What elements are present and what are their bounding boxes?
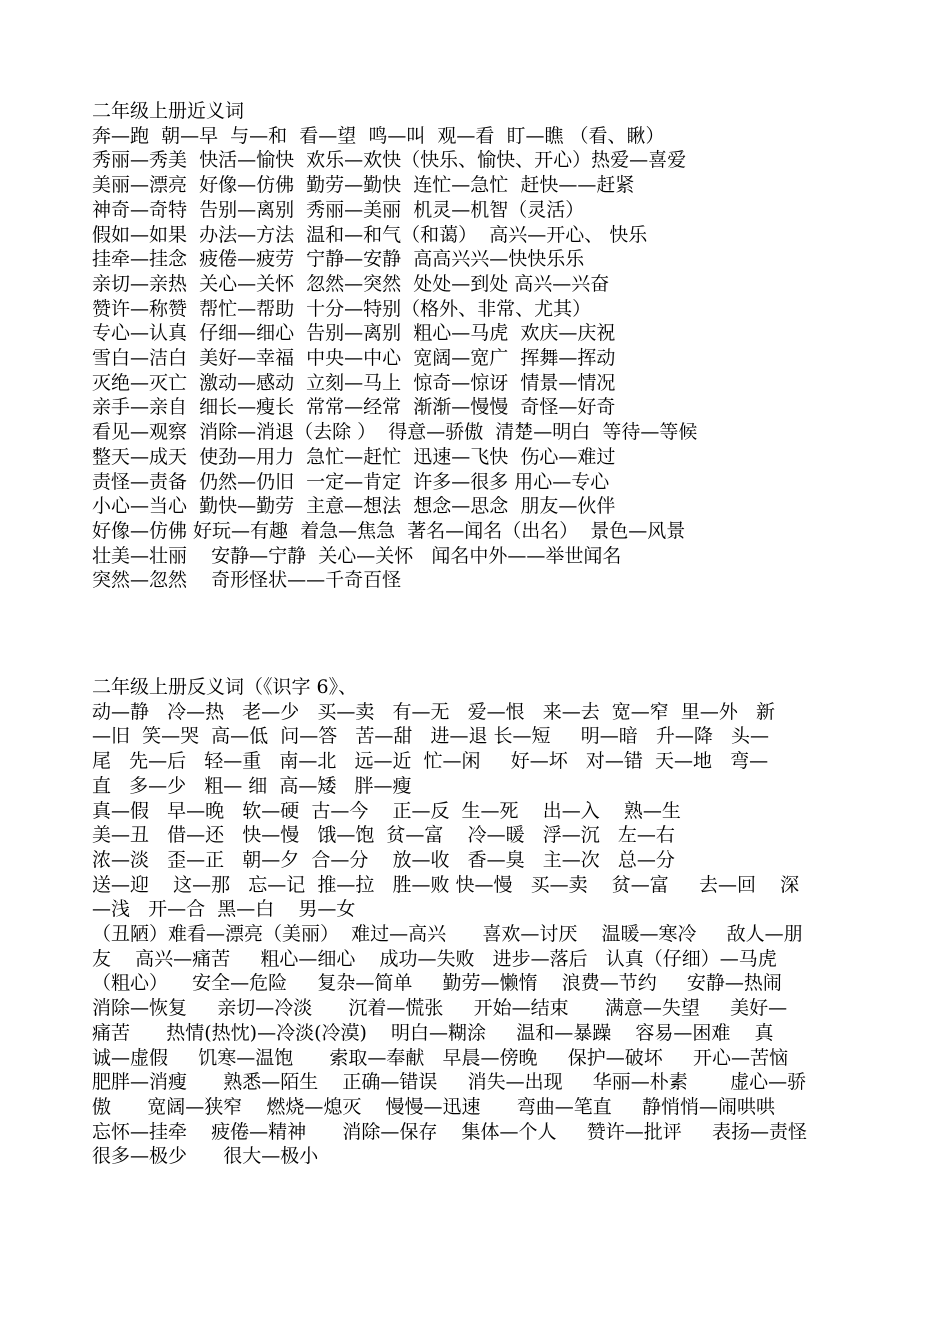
synonym-line: 亲手—亲自 细长—瘦长 常常—经常 渐渐—慢慢 奇怪—好奇	[92, 396, 616, 419]
antonym-line: —旧 笑—哭 高—低 问—答 苦—甜 进—退 长—短 明—暗 升—降 头—	[92, 725, 769, 748]
antonym-line: 肥胖—消瘦 熟悉—陌生 正确—错误 消失—出现 华丽—朴素 虚心—骄	[92, 1071, 807, 1094]
synonym-line: 壮美—壮丽 安静—宁静 关心—关怀 闻名中外——举世闻名	[92, 544, 622, 567]
synonym-line: 亲切—亲热 关心—关怀 忽然—突然 处处—到处 高兴—兴奋	[92, 272, 610, 295]
synonyms-title: 二年级上册近义词	[92, 100, 245, 122]
synonym-line: 专心—认真 仔细—细心 告别—离别 粗心—马虎 欢庆—庆祝	[92, 322, 616, 345]
antonyms-section	[92, 675, 862, 1169]
antonym-line: 痛苦 热情(热忱)—冷淡(冷漠) 明白—糊涂 温和—暴躁 容易—困难 真	[92, 1021, 774, 1044]
antonym-line: 浓—淡 歪—正 朝—夕 合—分 放—收 香—臭 主—次 总—分	[92, 848, 675, 871]
antonym-line: 尾 先—后 轻—重 南—北 远—近 忙—闲 好—坏 对—错 天—地 弯—	[92, 750, 769, 773]
antonyms-list	[92, 700, 862, 1169]
antonym-line: 很多—极少 很大—极小	[92, 1145, 319, 1168]
antonym-line: 消除—恢复 亲切—冷淡 沉着—慌张 开始—结束 满意—失望 美好—	[92, 997, 788, 1020]
synonym-line: 奔—跑 朝—早 与—和 看—望 鸣—叫 观—看 盯—瞧 （看、瞅）	[92, 124, 665, 147]
antonym-line: 美—丑 借—还 快—慢 饿—饱 贫—富 冷—暖 浮—沉 左—右	[92, 824, 675, 847]
antonym-line: 送—迎 这—那 忘—记 推—拉 胜—败 快—慢 买—卖 贫—富 去—回 深	[92, 873, 800, 896]
synonym-line: 赞许—称赞 帮忙—帮助 十分—特别（格外、非常、尤其）	[92, 297, 592, 320]
synonym-line: 灭绝—灭亡 激动—感动 立刻—马上 惊奇—惊讶 情景—情况	[92, 371, 616, 394]
synonym-line: 好像—仿佛 好玩—有趣 着急—焦急 著名—闻名（出名） 景色—风景	[92, 519, 686, 542]
synonym-line: 假如—如果 办法—方法 温和—和气（和蔼） 高兴—开心、 快乐	[92, 223, 648, 246]
antonym-line: 直 多—少 粗— 细 高—矮 胖—瘦	[92, 774, 412, 797]
synonyms-list	[92, 124, 862, 593]
antonym-line: —浅 开—合 黑—白 男—女	[92, 898, 356, 921]
antonym-line: 动—静 冷—热 老—少 买—卖 有—无 爱—恨 来—去 宽—窄 里—外 新	[92, 700, 775, 723]
antonym-line: 真—假 早—晚 软—硬 古—今 正—反 生—死 出—入 熟—生	[92, 799, 681, 822]
synonym-line: 整天—成天 使劲—用力 急忙—赶忙 迅速—飞快 伤心—难过	[92, 445, 616, 468]
antonym-line: （粗心） 安全—危险 复杂—简单 勤劳—懒惰 浪费—节约 安静—热闹	[92, 972, 782, 995]
antonym-line: 友 高兴—痛苦 粗心—细心 成功—失败 进步—落后 认真（仔细）—马虎	[92, 947, 777, 970]
synonym-line: 秀丽—秀美 快活—愉快 欢乐—欢快（快乐、愉快、开心）热爱—喜爱	[92, 149, 687, 172]
synonym-line: 小心—当心 勤快—勤劳 主意—想法 想念—思念 朋友—伙伴	[92, 495, 616, 518]
antonym-line: （丑陋）难看—漂亮（美丽） 难过—高兴 喜欢—讨厌 温暖—寒冷 敌人—朋	[92, 923, 803, 946]
antonym-line: 傲 宽阔—狭窄 燃烧—熄灭 慢慢—迅速 弯曲—笔直 静悄悄—闹哄哄	[92, 1095, 775, 1118]
synonym-line: 看见—观察 消除—消退（去除 ） 得意—骄傲 清楚—明白 等待—等候	[92, 421, 698, 444]
synonym-line: 雪白—洁白 美好—幸福 中央—中心 宽阔—宽广 挥舞—挥动	[92, 347, 616, 370]
synonyms-section	[92, 99, 862, 593]
synonym-line: 突然—忽然 奇形怪状——千奇百怪	[92, 569, 402, 592]
antonym-line: 诚—虚假 饥寒—温饱 索取—奉献 早晨—傍晚 保护—破坏 开心—苦恼	[92, 1046, 788, 1069]
synonym-line: 责怪—责备 仍然—仍旧 一定—肯定 许多—很多 用心—专心	[92, 470, 610, 493]
synonym-line: 神奇—奇特 告别—离别 秀丽—美丽 机灵—机智（灵活）	[92, 198, 585, 221]
antonym-line: 忘怀—挂牵 疲倦—精神 消除—保存 集体—个人 赞许—批评 表扬—责怪	[92, 1120, 807, 1143]
synonym-line: 美丽—漂亮 好像—仿佛 勤劳—勤快 连忙—急忙 赶快——赶紧	[92, 174, 635, 197]
antonyms-title: 二年级上册反义词（《识字 6》、	[92, 676, 358, 698]
synonym-line: 挂牵—挂念 疲倦—疲劳 宁静—安静 高高兴兴—快快乐乐	[92, 248, 585, 271]
